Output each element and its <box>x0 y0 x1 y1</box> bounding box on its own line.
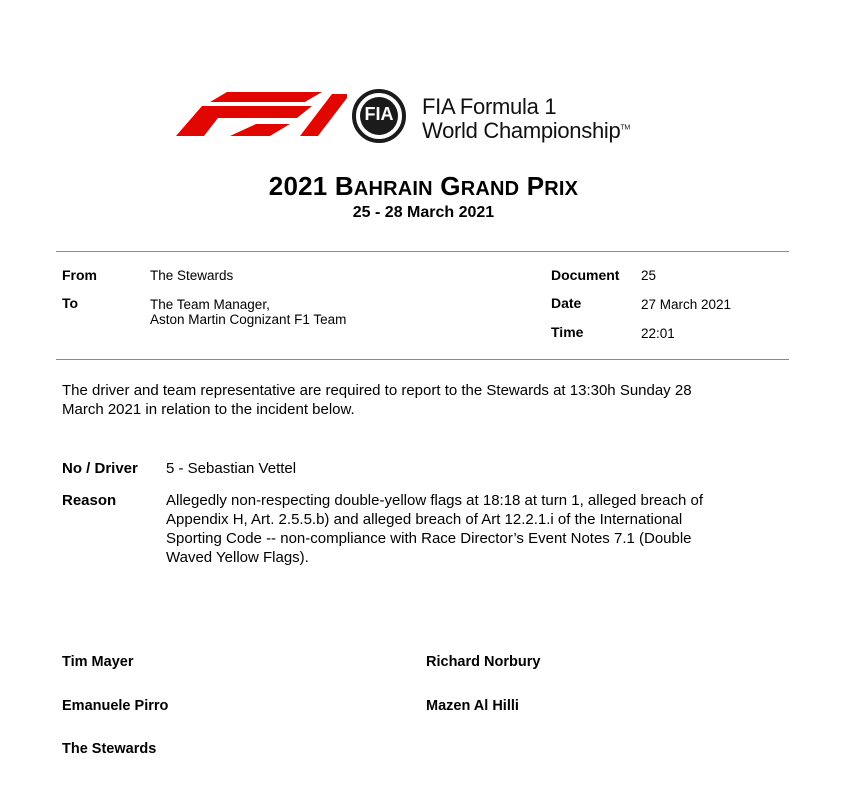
intro-line-2: March 2021 in relation to the incident below. <box>62 401 355 418</box>
bottom-divider <box>56 359 789 360</box>
event-dates: 25 - 28 March 2021 <box>352 204 495 221</box>
brand-line-2: World Championship™ <box>422 118 630 143</box>
time-value: 22:01 <box>641 326 675 341</box>
top-divider <box>56 251 789 252</box>
steward-tim-mayer: Tim Mayer <box>62 654 134 670</box>
signature-footer: The Stewards <box>62 741 157 757</box>
from-value: The Stewards <box>150 268 234 283</box>
reason-label: Reason <box>62 492 117 509</box>
time-label: Time <box>551 324 584 340</box>
driver-value: 5 - Sebastian Vettel <box>166 460 297 477</box>
f1-logo-icon <box>172 80 347 144</box>
steward-richard-norbury: Richard Norbury <box>426 654 541 670</box>
reason-line-2: Appendix H, Art. 2.5.5.b) and alleged breach of Art 12.2.1.i of the International <box>166 511 683 528</box>
intro-line-1: The driver and team representative are required to report to the Stewards at 13:30h Sunday 28 <box>62 382 692 399</box>
fia-badge-text: FIA <box>364 104 394 124</box>
document-label: Document <box>551 267 620 283</box>
reason-line-3: Sporting Code -- non-compliance with Race Director’s Event Notes 7.1 (Double <box>166 530 692 547</box>
to-value-line2: Aston Martin Cognizant F1 Team <box>150 312 347 327</box>
steward-mazen-al-hilli: Mazen Al Hilli <box>426 698 519 714</box>
to-label: To <box>62 295 79 311</box>
trademark: TM <box>620 124 630 132</box>
date-value: 27 March 2021 <box>641 297 732 312</box>
page-title: 2021 BAHRAIN GRAND PRIX <box>268 171 579 201</box>
document-value: 25 <box>641 268 657 283</box>
brand-line-1: FIA Formula 1 <box>422 94 557 119</box>
driver-label: No / Driver <box>62 460 138 477</box>
from-label: From <box>62 267 97 283</box>
fia-f1-logo <box>172 80 692 144</box>
steward-emanuele-pirro: Emanuele Pirro <box>62 698 169 714</box>
date-label: Date <box>551 295 582 311</box>
reason-line-4: Waved Yellow Flags). <box>166 549 309 566</box>
reason-line-1: Allegedly non-respecting double-yellow flags at 18:18 at turn 1, alleged breach of <box>166 492 704 509</box>
to-value-line1: The Team Manager, <box>150 297 270 312</box>
